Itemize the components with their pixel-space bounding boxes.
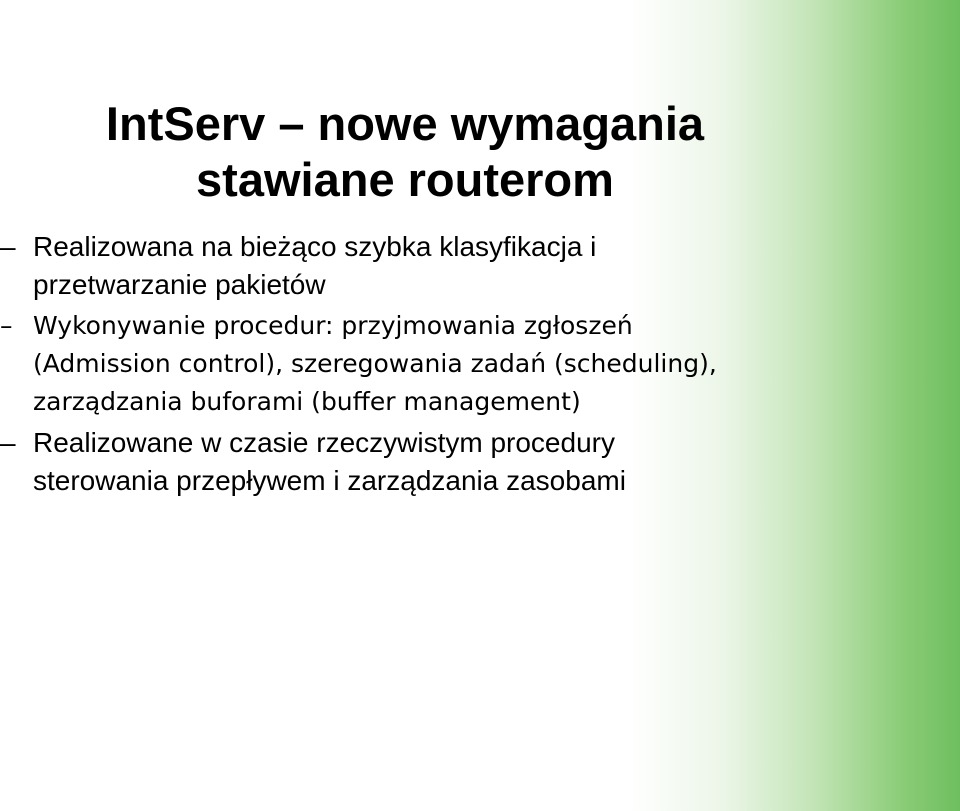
slide-title xyxy=(0,96,810,208)
bullet-item-2 xyxy=(0,307,900,421)
slide-title-line-2: stawiane routerom xyxy=(196,153,614,206)
bullet-item-1 xyxy=(0,228,900,304)
bullet-3-line-1: Realizowane w czasie rzeczywistym procedury xyxy=(33,427,615,458)
bullet-2-line-1: Wykonywanie procedur: przyjmowania zgłoszeń xyxy=(33,311,633,340)
bullet-dash: – xyxy=(0,427,16,458)
bullet-item-3 xyxy=(0,424,900,500)
bullet-3-line-2: sterowania przepływem i zarządzania zasobami xyxy=(33,465,626,496)
bullet-2-line-3: zarządzania buforami (buffer management) xyxy=(33,387,581,416)
bullet-dash: – xyxy=(0,231,16,262)
bullet-dash: – xyxy=(0,311,13,340)
bullet-1-line-2: przetwarzanie pakietów xyxy=(33,269,326,300)
bullet-1-line-1: Realizowana na bieżąco szybka klasyfikacja i xyxy=(33,231,597,262)
slide-title-line-1: IntServ – nowe wymagania xyxy=(105,97,705,150)
bullet-list xyxy=(0,228,900,503)
bullet-2-line-2: (Admission control), szeregowania zadań (scheduling), xyxy=(33,349,717,378)
